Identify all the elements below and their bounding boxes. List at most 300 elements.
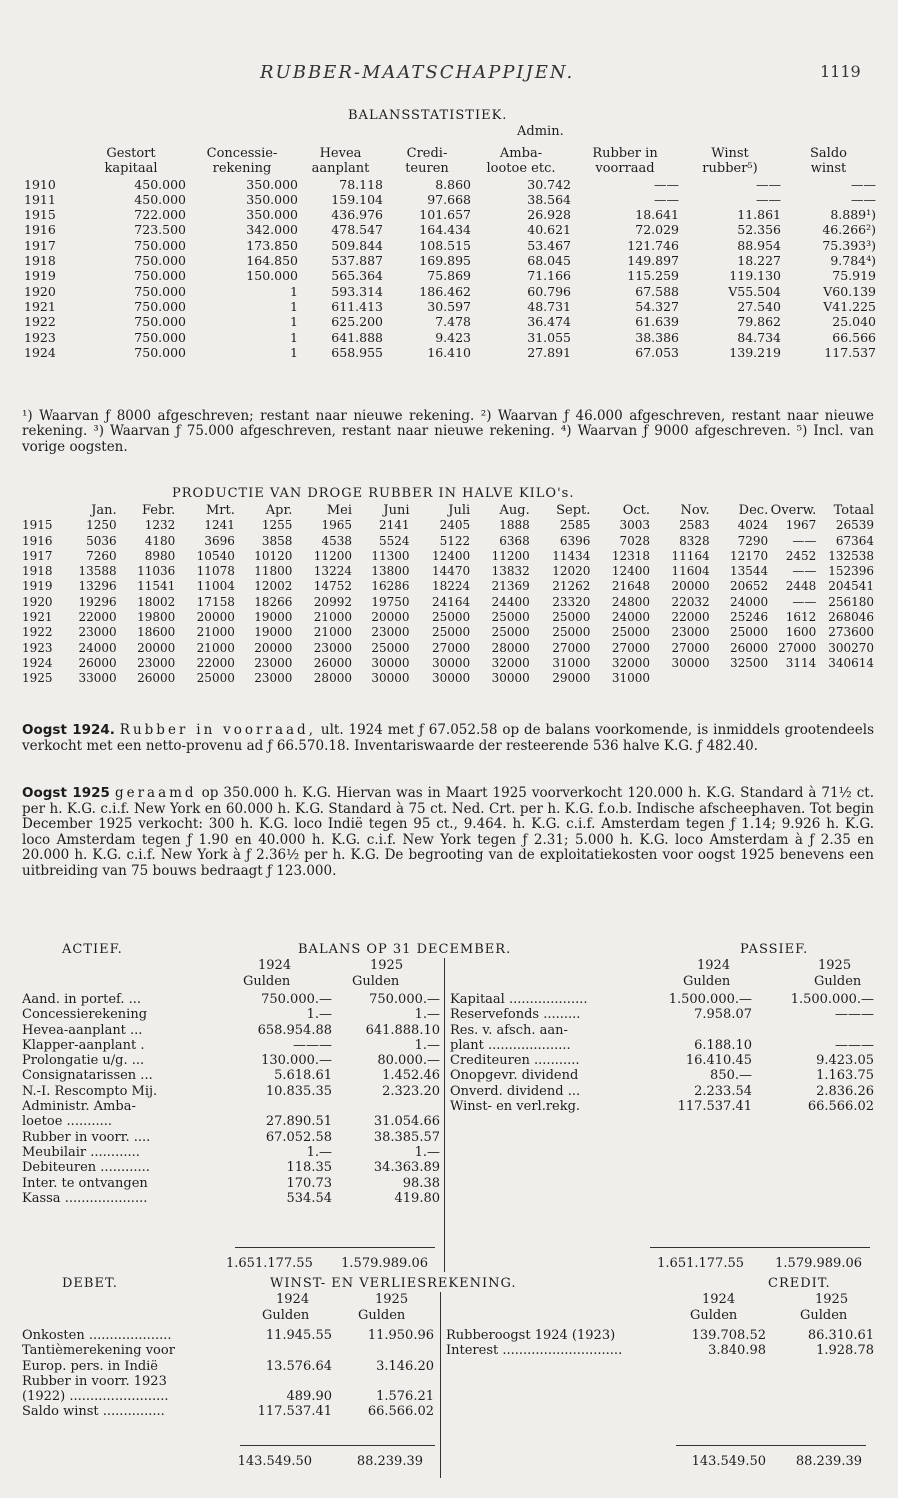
- table-cell: 19000: [254, 610, 293, 625]
- actief-table: [22, 992, 440, 1206]
- table-cell: plant ....................: [450, 1037, 571, 1053]
- table-cell: 1915: [22, 518, 53, 533]
- balansstatistiek-header-row: [24, 161, 876, 176]
- debet-unit-1924: Gulden: [262, 1308, 310, 1323]
- table-cell: 52.356: [737, 222, 781, 238]
- table-cell: 21000: [313, 625, 352, 640]
- table-cell: ——: [792, 564, 817, 579]
- table-cell: 21262: [552, 579, 591, 594]
- balansstatistiek-row: [24, 207, 876, 222]
- table-cell: 26539: [835, 518, 874, 533]
- actief-row: [22, 1160, 440, 1175]
- table-cell: 25000: [611, 625, 651, 640]
- table-cell: 16.410.45: [685, 1053, 752, 1069]
- table-cell: 25000: [491, 625, 530, 640]
- actief-row: [22, 1023, 440, 1038]
- balansstatistiek-header-row: [24, 146, 876, 161]
- credit-unit-1925: Gulden: [800, 1308, 848, 1323]
- column-header: Winst: [711, 146, 749, 161]
- debet-row: [22, 1343, 434, 1358]
- oogst-1925-text: op 350.000 h. K.G. Hiervan was in Maart 1925 voorverkocht 120.000 h. K.G. Standard à 71½ ct. per h. K.G. c.i.f. New York en 60.000 h. K.G. Standard à 75 ct. Ned. Crt. per h. K.G. f.o.b. Indische afscheephaven. Tot begin December 1925 verkocht: 300 h. K.G. loco Indië tegen 95 ct., 9.464. h. K.G. c.i.f. Amsterdam tegen ƒ 1.14; 9.926 h. K.G. loco Amsterdam tegen ƒ 1.90 en 40.000 h. K.G. c.i.f. New York tegen ƒ 2.31; 5.000 h. K.G. loco Amsterdam à ƒ 2.35 en 20.000 h. K.G. c.i.f. New York à ƒ 2.36½ per h. K.G. De begrooting van de exploitatiekosten voor oogst 1925 benevens een uitbreiding van 75 bouws bedraagt ƒ 123.000.: [22, 785, 874, 879]
- table-cell: 1.—: [414, 1007, 440, 1023]
- balansstatistiek-title: BALANSSTATISTIEK.: [348, 108, 508, 123]
- table-cell: Inter. te ontvangen: [22, 1175, 148, 1191]
- actief-row: [22, 1007, 440, 1022]
- table-cell: Meubilair ............: [22, 1144, 140, 1160]
- table-cell: 20000: [196, 610, 235, 625]
- table-cell: Kassa ....................: [22, 1190, 148, 1206]
- debet-total-1925: 88.239.39: [356, 1454, 423, 1469]
- table-cell: Crediteuren ...........: [450, 1053, 580, 1069]
- table-cell: 14470: [431, 564, 471, 579]
- oogst-1925-paragraph: [22, 786, 874, 880]
- table-cell: 19000: [254, 625, 293, 640]
- balansstatistiek-header-admin: Admin.: [517, 124, 564, 139]
- table-cell: 13544: [730, 564, 769, 579]
- balansstatistiek-row: [24, 330, 876, 345]
- table-cell: 26000: [313, 655, 352, 670]
- table-cell: 71.166: [527, 268, 571, 284]
- passief-year-1924: 1924: [697, 958, 731, 973]
- table-cell: 21000: [196, 625, 235, 640]
- table-cell: 5.618.61: [274, 1068, 332, 1084]
- table-cell: 2.323.20: [382, 1083, 440, 1099]
- table-cell: 173.850: [246, 237, 298, 253]
- table-cell: 22032: [671, 594, 710, 609]
- table-cell: 22000: [78, 610, 117, 625]
- table-cell: Aand. in portef. ...: [22, 992, 142, 1007]
- table-cell: 1917: [22, 548, 53, 563]
- credit-label: CREDIT.: [768, 1276, 831, 1291]
- table-cell: 18266: [254, 594, 293, 609]
- column-header: Mei: [326, 503, 352, 518]
- table-cell: 1916: [24, 222, 56, 238]
- table-cell: 21000: [313, 610, 352, 625]
- table-cell: 1.452.46: [382, 1068, 440, 1084]
- debet-row: [22, 1389, 434, 1404]
- table-cell: 1888: [499, 518, 530, 533]
- table-cell: [332, 1343, 434, 1358]
- table-cell: 139.708.52: [691, 1328, 766, 1343]
- column-header: Totaal: [833, 503, 874, 518]
- debet-label: DEBET.: [62, 1276, 118, 1291]
- table-cell: 27.891: [527, 344, 571, 360]
- debet-row: [22, 1404, 434, 1419]
- actief-year-1924: 1924: [258, 958, 292, 973]
- table-cell: 4180: [144, 533, 176, 548]
- table-cell: 13588: [78, 564, 117, 579]
- table-cell: 27000: [431, 640, 471, 655]
- productie-row: [22, 656, 874, 671]
- credit-total-1925: 88.239.39: [795, 1454, 862, 1469]
- column-header: kapitaal: [104, 161, 158, 177]
- productie-row: [22, 595, 874, 610]
- table-cell: 8980: [144, 548, 176, 563]
- table-cell: 7290: [737, 533, 769, 548]
- table-cell: 750.000: [134, 329, 186, 345]
- table-cell: 10540: [196, 548, 235, 563]
- table-cell: 30000: [491, 671, 530, 686]
- table-cell: 268046: [828, 610, 874, 625]
- table-cell: 24000: [730, 594, 769, 609]
- table-cell: Rubber in voorr. ....: [22, 1129, 151, 1145]
- table-cell: 31000: [611, 671, 651, 686]
- winst-divider: [440, 1292, 441, 1478]
- table-cell: 1916: [22, 533, 53, 548]
- column-header: Amba-: [499, 146, 543, 161]
- table-cell: 54.327: [635, 298, 679, 314]
- table-cell: 641.888.10: [365, 1022, 440, 1038]
- table-cell: ——: [851, 191, 876, 207]
- table-cell: 750.000: [134, 344, 186, 360]
- table-cell: 1255: [261, 518, 293, 533]
- debet-row: [22, 1359, 434, 1374]
- table-cell: [232, 1099, 332, 1114]
- table-cell: 27000: [552, 640, 591, 655]
- actief-row: [22, 1176, 440, 1191]
- table-cell: 11004: [196, 579, 235, 594]
- table-cell: 186.462: [419, 283, 471, 299]
- table-cell: 19800: [137, 610, 176, 625]
- table-cell: 23000: [313, 640, 352, 655]
- table-cell: Onopgevr. dividend: [450, 1068, 579, 1084]
- table-cell: 2583: [679, 518, 710, 533]
- table-cell: Reservefonds .........: [450, 1007, 581, 1023]
- balansstatistiek-row: [24, 222, 876, 237]
- table-cell: 86.310.61: [807, 1328, 874, 1343]
- table-cell: 1919: [24, 268, 56, 284]
- table-cell: 75.919: [832, 268, 876, 284]
- table-cell: 36.474: [527, 314, 571, 330]
- credit-row: [446, 1328, 874, 1343]
- balansstatistiek-table: [24, 146, 876, 360]
- page-number: 1119: [820, 62, 861, 81]
- table-cell: 20000: [371, 610, 410, 625]
- table-cell: 11078: [196, 564, 235, 579]
- table-cell: 66.566: [832, 329, 876, 345]
- oogst-1924-text: ult. 1924 met ƒ 67.052.58 op de balans voorkomende, is inmiddels grootendeels verkocht met een netto-provenu ad ƒ 66.570.18. Inventariswaarde der resteerende 536 halve K.G. ƒ 482.40.: [22, 722, 875, 754]
- table-cell: [242, 1343, 332, 1358]
- table-cell: 53.467: [527, 237, 571, 253]
- table-cell: Interest .............................: [446, 1343, 623, 1359]
- debet-year-1924: 1924: [276, 1292, 310, 1307]
- table-cell: 10.835.35: [265, 1083, 332, 1099]
- passief-row: [450, 1023, 874, 1038]
- table-cell: 117.537.41: [677, 1099, 752, 1115]
- table-cell: 11541: [137, 579, 176, 594]
- table-cell: 641.888: [331, 329, 383, 345]
- actief-row: [22, 992, 440, 1007]
- table-cell: 23000: [254, 655, 293, 670]
- table-cell: 24164: [431, 594, 471, 609]
- table-cell: 30000: [371, 655, 410, 670]
- table-cell: 117.537: [824, 344, 876, 360]
- actief-row: [22, 1099, 440, 1114]
- credit-year-1924: 1924: [702, 1292, 736, 1307]
- column-header: Jan.: [91, 503, 117, 518]
- table-cell: 20000: [671, 579, 710, 594]
- table-cell: [752, 1023, 874, 1038]
- table-cell: 19296: [78, 594, 117, 609]
- debet-row: [22, 1328, 434, 1343]
- passief-total-1924: 1.651.177.55: [657, 1256, 744, 1271]
- table-cell: 31000: [552, 655, 591, 670]
- table-cell: 1600: [785, 625, 817, 640]
- table-cell: 273600: [828, 625, 874, 640]
- table-cell: 1.500.000.—: [668, 992, 752, 1007]
- passief-row: [450, 992, 874, 1007]
- table-cell: 32500: [730, 655, 769, 670]
- table-cell: ——: [851, 176, 876, 192]
- table-cell: 2141: [378, 518, 410, 533]
- table-cell: Europ. pers. in Indië: [22, 1358, 158, 1374]
- actief-total-1925: 1.579.989.06: [341, 1256, 428, 1271]
- productie-row: [22, 549, 874, 564]
- table-cell: 149.897: [627, 253, 679, 269]
- table-cell: 29000: [552, 671, 591, 686]
- table-cell: 1: [290, 314, 298, 330]
- table-cell: 1922: [22, 625, 53, 640]
- table-cell: 1920: [22, 594, 53, 609]
- column-header: Sept.: [556, 503, 591, 518]
- table-cell: 132538: [828, 548, 874, 563]
- actief-row: [22, 1191, 440, 1206]
- table-cell: 33000: [78, 671, 117, 686]
- table-cell: V55.504: [728, 283, 781, 299]
- table-cell: 1965: [321, 518, 352, 533]
- winst-title: WINST- EN VERLIESREKENING.: [270, 1276, 517, 1291]
- table-cell: 150.000: [246, 268, 298, 284]
- table-cell: 1924: [22, 655, 53, 670]
- table-cell: 164.850: [246, 253, 298, 269]
- table-cell: 1.928.78: [816, 1343, 874, 1359]
- productie-row: [22, 671, 874, 686]
- table-cell: 97.668: [427, 191, 471, 207]
- table-cell: 4538: [321, 533, 352, 548]
- table-cell: 1922: [24, 314, 56, 330]
- table-cell: 1919: [22, 579, 53, 594]
- table-cell: 5524: [378, 533, 410, 548]
- passief-row: [450, 1038, 874, 1053]
- table-cell: [768, 671, 816, 686]
- table-cell: 1: [290, 283, 298, 299]
- table-cell: 7260: [86, 548, 117, 563]
- actief-label: ACTIEF.: [62, 942, 123, 957]
- table-cell: 152396: [828, 564, 874, 579]
- table-cell: 450.000: [134, 191, 186, 207]
- table-cell: 6368: [499, 533, 530, 548]
- table-cell: 1: [290, 344, 298, 360]
- table-cell: 1921: [22, 610, 53, 625]
- table-cell: [642, 1023, 752, 1038]
- column-header: Juli: [448, 503, 471, 518]
- table-cell: 16286: [371, 579, 410, 594]
- balansstatistiek-footnotes: ¹) Waarvan ƒ 8000 afgeschreven; restant naar nieuwe rekening. ²) Waarvan ƒ 46.000 afgeschreven, restant naar nieuwe rekening. ³) Waarvan ƒ 75.000 afgeschreven, restant naar nieuwe rekening. ⁴) Waarvan ƒ 9000 afgeschreven. ⁵) Incl. van vorige oogsten.: [22, 408, 874, 455]
- table-cell: ——: [792, 533, 817, 548]
- actief-unit-1925: Gulden: [352, 974, 400, 989]
- debet-table: [22, 1328, 434, 1420]
- table-cell: ———: [293, 1037, 332, 1053]
- table-cell: V60.139: [823, 283, 876, 299]
- table-cell: 11434: [552, 548, 591, 563]
- column-header: Dec.: [738, 503, 769, 518]
- table-cell: 11200: [313, 548, 352, 563]
- table-cell: 75.393³): [822, 237, 876, 253]
- table-cell: 2585: [559, 518, 591, 533]
- table-cell: 1923: [22, 640, 53, 655]
- table-cell: 509.844: [331, 237, 383, 253]
- table-cell: ———: [835, 1007, 874, 1023]
- actief-total-1924: 1.651.177.55: [226, 1256, 313, 1271]
- table-cell: 658.955: [331, 344, 383, 360]
- table-cell: 1923: [24, 329, 56, 345]
- table-cell: ——: [756, 191, 781, 207]
- actief-row: [22, 1038, 440, 1053]
- table-cell: 46.266²): [822, 222, 876, 238]
- table-cell: 23000: [371, 625, 410, 640]
- table-cell: 20652: [730, 579, 769, 594]
- table-cell: 98.38: [402, 1175, 440, 1191]
- table-cell: 10120: [254, 548, 293, 563]
- actief-total-rule: [235, 1247, 435, 1248]
- table-cell: 2452: [785, 548, 817, 563]
- column-header: Febr.: [142, 503, 176, 518]
- table-cell: 1918: [22, 564, 53, 579]
- table-cell: 350.000: [246, 176, 298, 192]
- table-cell: 2448: [785, 579, 817, 594]
- table-cell: 139.219: [729, 344, 781, 360]
- table-cell: [650, 671, 710, 686]
- table-cell: 19750: [371, 594, 410, 609]
- table-cell: 170.73: [286, 1175, 332, 1191]
- table-cell: 12002: [254, 579, 293, 594]
- table-cell: 38.386: [635, 329, 679, 345]
- column-header: rubber⁵): [702, 161, 758, 177]
- table-cell: 1924: [24, 344, 56, 360]
- credit-row: [446, 1343, 874, 1358]
- table-cell: 9.423.05: [816, 1053, 874, 1069]
- actief-row: [22, 1084, 440, 1099]
- table-cell: 5122: [439, 533, 471, 548]
- table-cell: 489.90: [286, 1389, 332, 1405]
- table-cell: 31.055: [527, 329, 571, 345]
- table-cell: 23000: [137, 655, 176, 670]
- actief-year-1925: 1925: [370, 958, 404, 973]
- table-cell: [816, 671, 874, 686]
- table-cell: V41.225: [823, 298, 876, 314]
- table-cell: 13296: [78, 579, 117, 594]
- credit-total-1924: 143.549.50: [691, 1454, 766, 1469]
- table-cell: 1917: [24, 237, 56, 253]
- table-cell: 27.890.51: [265, 1114, 332, 1130]
- column-header: [24, 161, 76, 176]
- table-cell: [710, 671, 769, 686]
- productie-table: [22, 503, 874, 687]
- debet-year-1925: 1925: [375, 1292, 409, 1307]
- table-cell: 11164: [671, 548, 710, 563]
- actief-row: [22, 1145, 440, 1160]
- table-cell: 159.104: [331, 191, 383, 207]
- productie-row: [22, 564, 874, 579]
- table-cell: 61.639: [635, 314, 679, 330]
- table-cell: 30.597: [427, 298, 471, 314]
- actief-unit-1924: Gulden: [243, 974, 291, 989]
- table-cell: 750.000: [134, 268, 186, 284]
- table-cell: ——: [792, 594, 817, 609]
- table-cell: 750.000: [134, 237, 186, 253]
- table-cell: 1232: [144, 518, 176, 533]
- table-cell: 12400: [431, 548, 471, 563]
- productie-row: [22, 534, 874, 549]
- table-cell: 419.80: [394, 1190, 440, 1206]
- table-cell: 30000: [431, 655, 471, 670]
- table-cell: 1967: [785, 518, 817, 533]
- balansstatistiek-row: [24, 314, 876, 329]
- table-cell: Hevea-aanplant ...: [22, 1022, 143, 1038]
- oogst-1925-label: Oogst 1925: [22, 785, 110, 801]
- table-cell: 750.000: [134, 283, 186, 299]
- column-header: Rubber in: [592, 146, 658, 161]
- table-cell: 28000: [313, 671, 352, 686]
- column-header: [22, 503, 54, 518]
- table-cell: 17158: [196, 594, 235, 609]
- balansstatistiek-row: [24, 238, 876, 253]
- table-cell: 11800: [254, 564, 293, 579]
- debet-unit-1925: Gulden: [358, 1308, 406, 1323]
- running-head: RUBBER-MAATSCHAPPIJEN.: [260, 62, 575, 83]
- table-cell: 80.000.—: [377, 1053, 440, 1069]
- column-header: teuren: [405, 161, 449, 177]
- table-cell: 25000: [431, 625, 471, 640]
- table-cell: 25000: [552, 625, 591, 640]
- debet-total-1924: 143.549.50: [237, 1454, 312, 1469]
- table-cell: 78.118: [339, 176, 383, 192]
- column-header: rekening: [212, 161, 272, 177]
- table-cell: 3.840.98: [708, 1343, 766, 1359]
- table-cell: 118.35: [286, 1160, 332, 1176]
- balans-divider: [444, 958, 445, 1272]
- column-header: Overw.: [770, 503, 817, 518]
- column-header: Mrt.: [205, 503, 235, 518]
- debet-row: [22, 1374, 434, 1389]
- credit-unit-1924: Gulden: [690, 1308, 738, 1323]
- table-cell: 66.566.02: [367, 1404, 434, 1420]
- balansstatistiek-row: [24, 253, 876, 268]
- table-cell: 5036: [86, 533, 117, 548]
- table-cell: 450.000: [134, 176, 186, 192]
- table-cell: 20000: [254, 640, 293, 655]
- table-cell: 115.259: [627, 268, 679, 284]
- table-cell: 88.954: [737, 237, 781, 253]
- table-cell: 38.564: [527, 191, 571, 207]
- actief-row: [22, 1068, 440, 1083]
- table-cell: 26.928: [527, 207, 571, 223]
- column-header: Oct.: [622, 503, 651, 518]
- table-cell: 11.950.96: [367, 1328, 434, 1343]
- table-cell: Winst- en verl.rekg.: [450, 1099, 581, 1115]
- credit-table: [446, 1328, 874, 1359]
- table-cell: 6396: [559, 533, 591, 548]
- table-cell: 750.000.—: [261, 992, 332, 1007]
- table-cell: Prolongatie u/g. ...: [22, 1053, 145, 1069]
- table-cell: 25000: [491, 610, 530, 625]
- table-cell: 2405: [439, 518, 471, 533]
- balansstatistiek-row: [24, 268, 876, 283]
- table-cell: 24000: [78, 640, 117, 655]
- table-cell: 12020: [552, 564, 591, 579]
- table-cell: 20992: [313, 594, 352, 609]
- table-cell: 40.621: [527, 222, 571, 238]
